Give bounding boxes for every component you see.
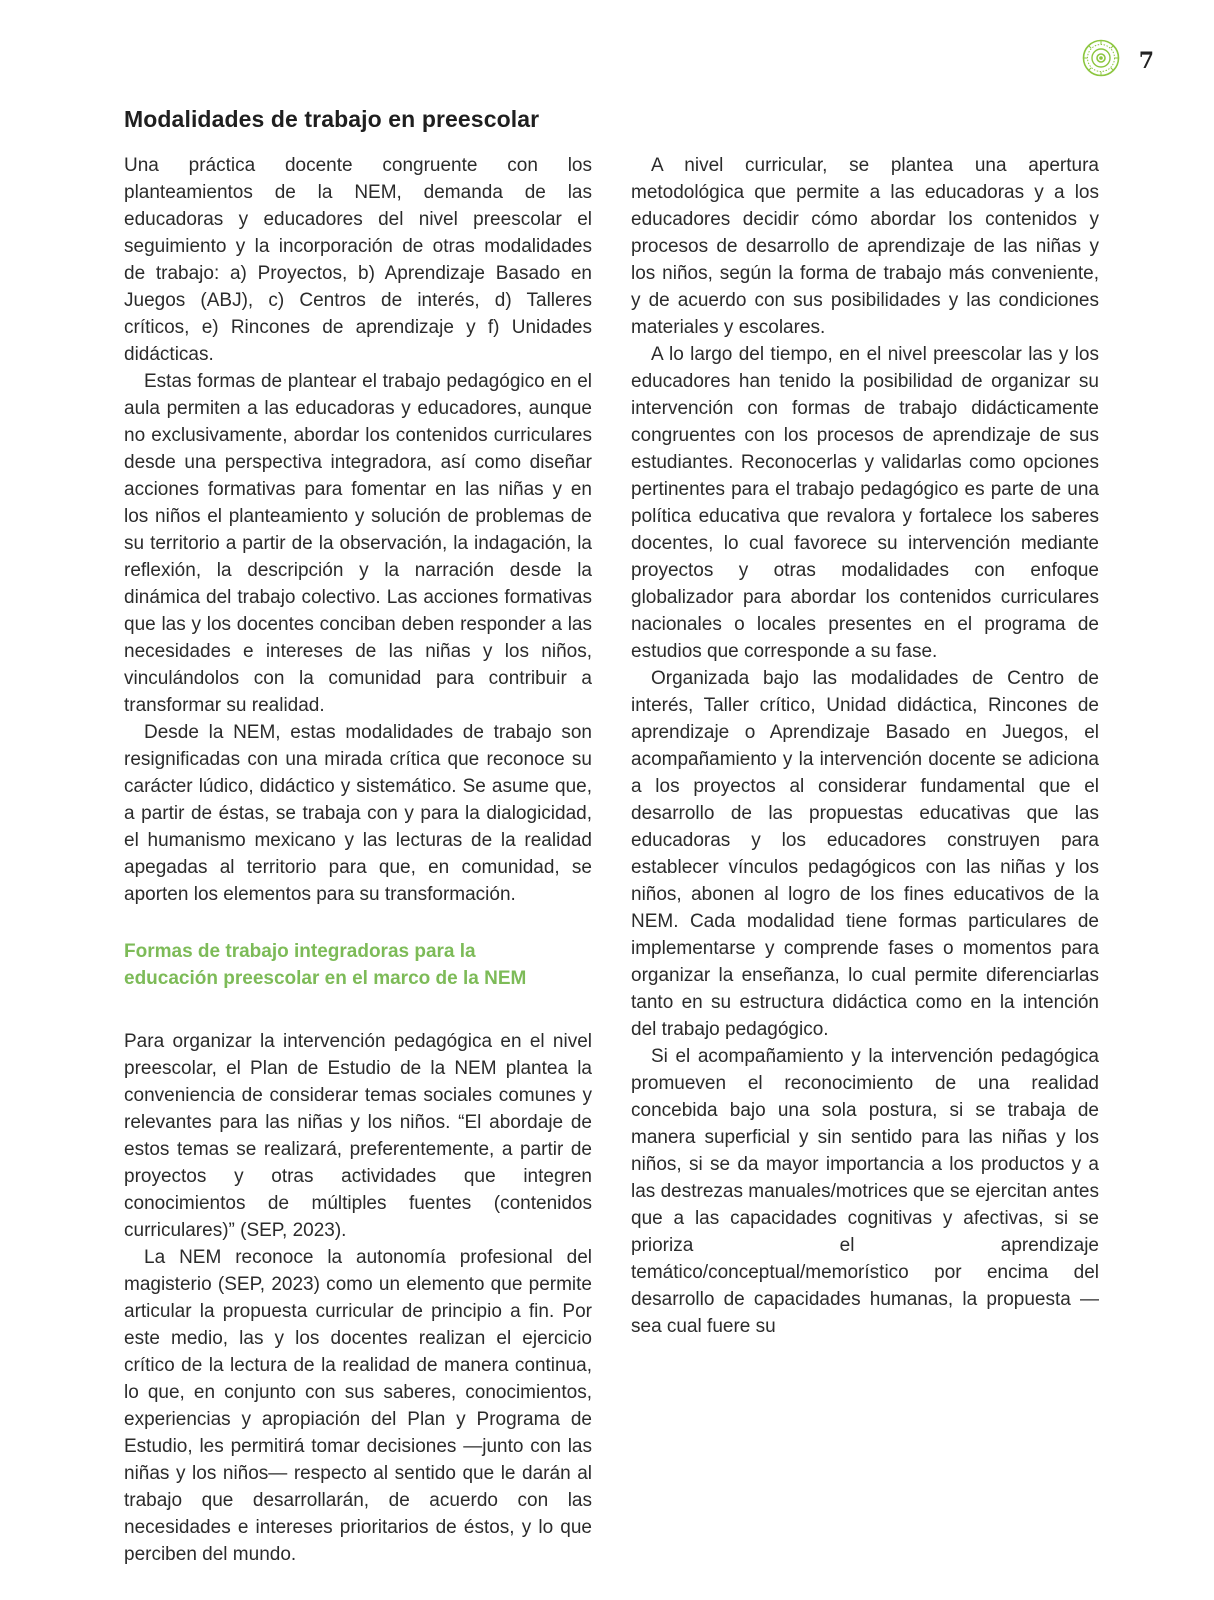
subsection-heading-line: educación preescolar en el marco de la NEM (124, 968, 527, 989)
paragraph: Estas formas de plantear el trabajo pedagógico en el aula permiten a las educadoras y educadores, aunque no exclusivamente, abordar los contenidos curriculares desde una perspectiva integradora, así como diseñar acciones formativas para fomentar en las niñas y en los niños el planteamiento y solución de problemas de su territorio a partir de la observación, la indagación, la reflexión, la descripción y la narración desde la dinámica del trabajo colectivo. Las acciones formativas que las y los docentes conciban deben responder a las necesidades e intereses de las niñas y los niños, vinculándolos con la comunidad para contribuir a transformar su realidad. (124, 371, 592, 716)
subsection-heading-line: Formas de trabajo integradoras para la (124, 941, 476, 962)
paragraph: Organizada bajo las modalidades de Centro de interés, Taller crítico, Unidad didáctica, Rincones de aprendizaje o Aprendizaje Basado en Juegos, el acompañamiento y la intervención docente se adiciona a los proyectos al considerar fundamental que el desarrollo de las propuestas educativas que las educadoras y los educadores construyen para establecer vínculos pedagógicos con las niñas y los niños, abonen al logro de los fines educativos de la NEM. Cada modalidad tiene formas particulares de implementarse y comprende fases o momentos para organizar la enseñanza, lo cual permite diferenciarlas tanto en su estructura didáctica como en la intención del trabajo pedagógico. (631, 668, 1099, 1040)
section-title: Modalidades de trabajo en preescolar (124, 106, 540, 132)
left-column (124, 152, 592, 1568)
paragraph: A nivel curricular, se plantea una apertura metodológica que permite a las educadoras y a los educadores decidir cómo abordar los contenidos y procesos de desarrollo de aprendizaje de las niñas y los niños, según la forma de trabajo más conveniente, y de acuerdo con sus posibilidades y las condiciones materiales y escolares. (631, 155, 1099, 338)
paragraph: La NEM reconoce la autonomía profesional del magisterio (SEP, 2023) como un elemento que permite articular la propuesta curricular de principio a fin. Por este medio, las y los docentes realizan el ejercicio crítico de la lectura de la realidad de manera continua, lo que, en conjunto con sus saberes, conocimientos, experiencias y apropiación del Plan y Programa de Estudio, les permitirá tomar decisiones —junto con las niñas y los niños— respecto al sentido que le darán al trabajo que desarrollarán, de acuerdo con las necesidades e intereses prioritarios de éstos, y lo que perciben del mundo. (124, 1247, 592, 1565)
page-header (1081, 38, 1154, 83)
sun-seal-icon (1081, 38, 1121, 83)
paragraph: A lo largo del tiempo, en el nivel preescolar las y los educadores han tenido la posibilidad de organizar su intervención con formas de trabajo didácticamente congruentes con los procesos de aprendizaje de sus estudiantes. Reconocerlas y validarlas como opciones pertinentes para el trabajo pedagógico es parte de una política educativa que revalora y fortalece los saberes docentes, lo cual favorece su intervención mediante proyectos y otras modalidades con enfoque globalizador para abordar los contenidos curriculares nacionales o locales presentes en el programa de estudios que corresponde a su fase. (631, 344, 1099, 662)
paragraph: Si el acompañamiento y la intervención pedagógica promueven el reconocimiento de una realidad concebida bajo una sola postura, si se trabaja de manera superficial y sin sentido para las niñas y los niños, si se da mayor importancia a los productos y a las destrezas manuales/motrices que se ejercitan antes que a las capacidades cognitivas y afectivas, si se prioriza el aprendizaje temático/conceptual/memorístico por encima del desarrollo de capacidades humanas, la propuesta —sea cual fuere su (631, 1046, 1099, 1337)
paragraph: Desde la NEM, estas modalidades de trabajo son resignificadas con una mirada crítica que reconoce su carácter lúdico, didáctico y sistemático. Se asume que, a partir de éstas, se trabaja con y para la dialogicidad, el humanismo mexicano y las lecturas de la realidad apegadas al territorio para que, en comunidad, se aporten los elementos para su transformación. (124, 722, 592, 905)
paragraph: Una práctica docente congruente con los planteamientos de la NEM, demanda de las educadoras y educadores del nivel preescolar el seguimiento y la incorporación de otras modalidades de trabajo: a) Proyectos, b) Aprendizaje Basado en Juegos (ABJ), c) Centros de interés, d) Talleres críticos, e) Rincones de aprendizaje y f) Unidades didácticas. (124, 155, 592, 365)
page-number: 7 (1138, 47, 1154, 74)
right-column (631, 152, 1099, 1340)
subsection-heading (124, 938, 592, 992)
paragraph: Para organizar la intervención pedagógica en el nivel preescolar, el Plan de Estudio de la NEM plantea la conveniencia de considerar temas sociales comunes y relevantes para las niñas y los niños. “El abordaje de estos temas se realizará, preferentemente, a partir de proyectos y otras actividades que integren conocimientos de múltiples fuentes (contenidos curriculares)” (SEP, 2023). (124, 1031, 592, 1241)
